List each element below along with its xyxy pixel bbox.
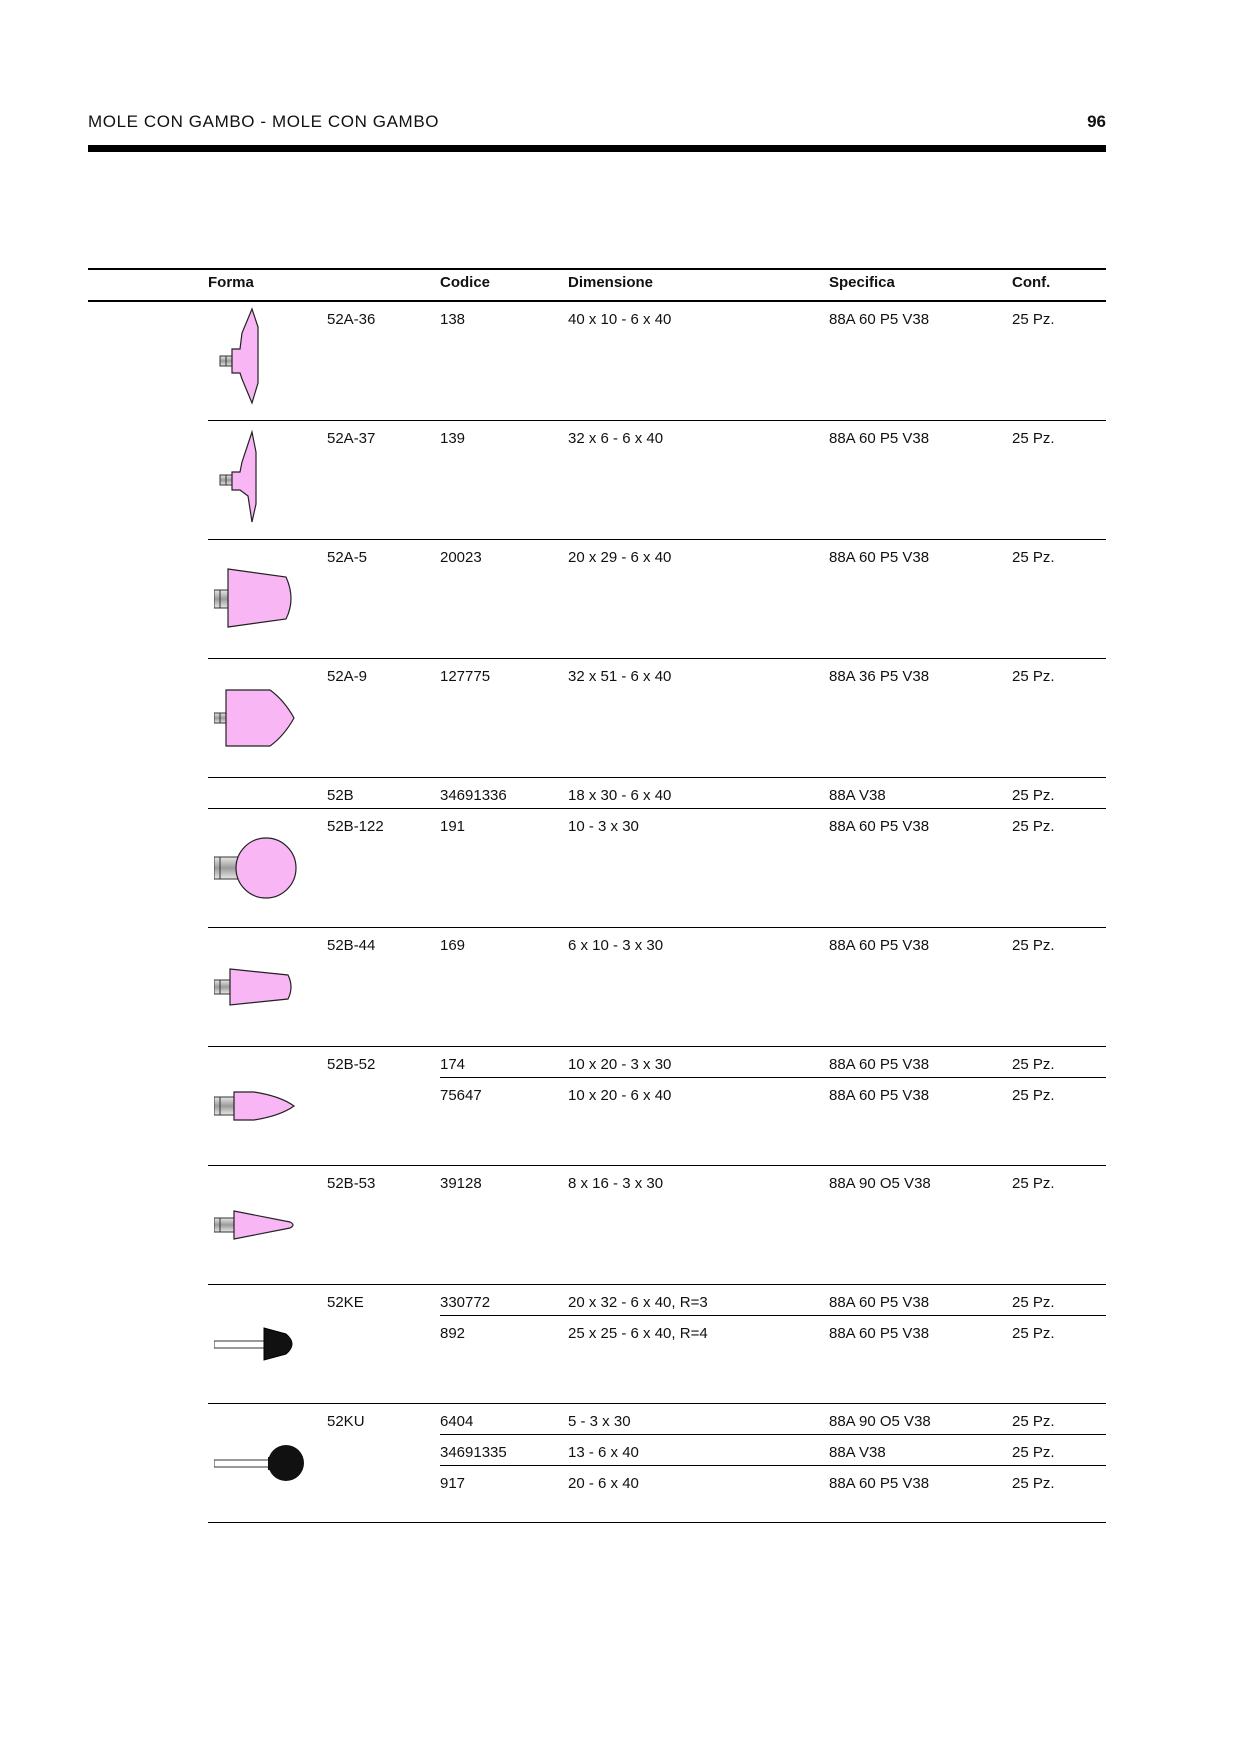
table-cell-dimensione: 20 x 29 - 6 x 40 xyxy=(568,549,672,566)
table-cell-conf: 25 Pz. xyxy=(1012,549,1055,566)
table-cell-specifica: 88A V38 xyxy=(829,787,886,804)
table-cell-dimensione: 18 x 30 - 6 x 40 xyxy=(568,787,672,804)
group-separator xyxy=(208,1284,1106,1285)
table-cell-codice: 39128 xyxy=(440,1175,482,1192)
table-top-rule xyxy=(88,268,1106,270)
group-separator xyxy=(208,1403,1106,1404)
group-separator xyxy=(208,927,1106,928)
group-separator xyxy=(208,777,1106,778)
table-cell-specifica: 88A 60 P5 V38 xyxy=(829,311,930,328)
product-shape-code: 52A-36 xyxy=(327,311,376,328)
table-cell-conf: 25 Pz. xyxy=(1012,1475,1055,1492)
table-cell-conf: 25 Pz. xyxy=(1012,430,1055,447)
table-cell-specifica: 88A 60 P5 V38 xyxy=(829,1294,930,1311)
table-cell-conf: 25 Pz. xyxy=(1012,1413,1055,1430)
group-separator xyxy=(208,1165,1106,1166)
product-shape-code: 52B-122 xyxy=(327,818,384,835)
black-ball-icon xyxy=(214,1405,310,1526)
table-cell-specifica: 88A 60 P5 V38 xyxy=(829,937,930,954)
table-cell-dimensione: 32 x 51 - 6 x 40 xyxy=(568,668,672,685)
table-cell-dimensione: 6 x 10 - 3 x 30 xyxy=(568,937,664,954)
table-cell-conf: 25 Pz. xyxy=(1012,1294,1055,1311)
table-cell-specifica: 88A 60 P5 V38 xyxy=(829,1325,930,1342)
tapered-cylinder-small-icon xyxy=(214,929,310,1050)
table-cell-conf: 25 Pz. xyxy=(1012,787,1055,804)
product-shape-code: 52A-9 xyxy=(327,668,368,685)
header-rule xyxy=(88,145,1106,152)
table-cell-codice: 20023 xyxy=(440,549,482,566)
table-cell-codice: 330772 xyxy=(440,1294,491,1311)
table-cell-specifica: 88A 60 P5 V38 xyxy=(829,1087,930,1104)
page-number: 96 xyxy=(1087,112,1106,131)
product-shape-code: 52A-5 xyxy=(327,549,368,566)
table-cell-conf: 25 Pz. xyxy=(1012,937,1055,954)
column-header-codice: Codice xyxy=(440,274,491,291)
product-shape-code: 52B-44 xyxy=(327,937,376,954)
table-cell-codice: 75647 xyxy=(440,1087,482,1104)
group-separator xyxy=(208,808,1106,809)
sub-row-separator xyxy=(440,1077,1106,1078)
ball-icon xyxy=(214,810,310,931)
table-cell-codice: 138 xyxy=(440,311,466,328)
table-cell-specifica: 88A 60 P5 V38 xyxy=(829,1056,930,1073)
cone-point-icon xyxy=(214,1167,310,1288)
column-header-forma: Forma xyxy=(208,274,254,291)
table-cell-codice: 917 xyxy=(440,1475,466,1492)
table-cell-conf: 25 Pz. xyxy=(1012,1175,1055,1192)
table-cell-specifica: 88A V38 xyxy=(829,1444,886,1461)
table-cell-dimensione: 10 - 3 x 30 xyxy=(568,818,639,835)
table-cell-specifica: 88A 36 P5 V38 xyxy=(829,668,930,685)
table-cell-conf: 25 Pz. xyxy=(1012,1056,1055,1073)
table-cell-conf: 25 Pz. xyxy=(1012,311,1055,328)
sub-row-separator xyxy=(440,1465,1106,1466)
table-cell-specifica: 88A 90 O5 V38 xyxy=(829,1175,931,1192)
pointed-cylinder-icon xyxy=(214,660,310,781)
sub-row-separator xyxy=(440,1434,1106,1435)
product-shape-code: 52KE xyxy=(327,1294,364,1311)
disc-cone-icon xyxy=(214,422,310,543)
table-cell-codice: 191 xyxy=(440,818,466,835)
table-cell-conf: 25 Pz. xyxy=(1012,818,1055,835)
table-cell-conf: 25 Pz. xyxy=(1012,1087,1055,1104)
table-cell-conf: 25 Pz. xyxy=(1012,668,1055,685)
table-cell-codice: 139 xyxy=(440,430,466,447)
table-cell-codice: 174 xyxy=(440,1056,466,1073)
table-cell-dimensione: 5 - 3 x 30 xyxy=(568,1413,631,1430)
product-shape-code: 52A-37 xyxy=(327,430,376,447)
black-cone-icon xyxy=(214,1286,310,1407)
header-title: MOLE CON GAMBO - MOLE CON GAMBO xyxy=(88,112,440,131)
table-cell-dimensione: 40 x 10 - 6 x 40 xyxy=(568,311,672,328)
table-cell-dimensione: 20 - 6 x 40 xyxy=(568,1475,639,1492)
table-cell-dimensione: 32 x 6 - 6 x 40 xyxy=(568,430,664,447)
table-cell-codice: 6404 xyxy=(440,1413,474,1430)
table-cell-conf: 25 Pz. xyxy=(1012,1444,1055,1461)
table-cell-conf: 25 Pz. xyxy=(1012,1325,1055,1342)
table-cell-specifica: 88A 90 O5 V38 xyxy=(829,1413,931,1430)
group-separator xyxy=(208,1046,1106,1047)
column-header-specifica: Specifica xyxy=(829,274,895,291)
table-cell-codice: 34691335 xyxy=(440,1444,507,1461)
group-separator xyxy=(208,658,1106,659)
table-cell-dimensione: 10 x 20 - 6 x 40 xyxy=(568,1087,672,1104)
table-cell-dimensione: 13 - 6 x 40 xyxy=(568,1444,639,1461)
table-cell-dimensione: 25 x 25 - 6 x 40, R=4 xyxy=(568,1325,708,1342)
product-shape-code: 52B-52 xyxy=(327,1056,376,1073)
table-cell-specifica: 88A 60 P5 V38 xyxy=(829,549,930,566)
sub-row-separator xyxy=(440,1315,1106,1316)
table-cell-dimensione: 8 x 16 - 3 x 30 xyxy=(568,1175,664,1192)
bullet-icon xyxy=(214,1048,310,1169)
product-shape-code: 52KU xyxy=(327,1413,365,1430)
table-cell-specifica: 88A 60 P5 V38 xyxy=(829,1475,930,1492)
tapered-cylinder-icon xyxy=(214,541,310,662)
table-cell-specifica: 88A 60 P5 V38 xyxy=(829,818,930,835)
group-separator xyxy=(208,539,1106,540)
table-cell-dimensione: 10 x 20 - 3 x 30 xyxy=(568,1056,672,1073)
table-cell-codice: 127775 xyxy=(440,668,491,685)
table-cell-dimensione: 20 x 32 - 6 x 40, R=3 xyxy=(568,1294,708,1311)
table-cell-specifica: 88A 60 P5 V38 xyxy=(829,430,930,447)
table-cell-codice: 34691336 xyxy=(440,787,507,804)
group-separator xyxy=(208,1522,1106,1523)
column-header-conf: Conf. xyxy=(1012,274,1051,291)
column-header-dimensione: Dimensione xyxy=(568,274,654,291)
table-cell-codice: 169 xyxy=(440,937,466,954)
table-cell-codice: 892 xyxy=(440,1325,466,1342)
disc-double-cone-icon xyxy=(214,303,310,424)
product-shape-code: 52B xyxy=(327,787,354,804)
product-shape-code: 52B-53 xyxy=(327,1175,376,1192)
group-separator xyxy=(208,420,1106,421)
table-header-rule xyxy=(88,300,1106,302)
